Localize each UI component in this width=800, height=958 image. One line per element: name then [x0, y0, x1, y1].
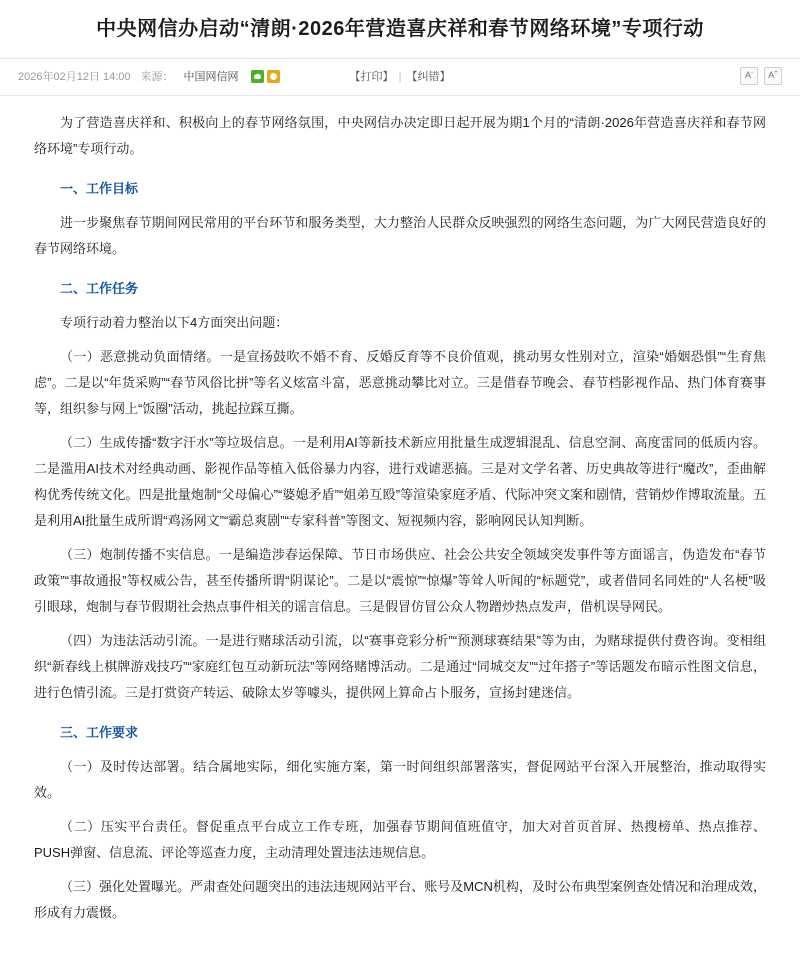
font-size-controls: [740, 67, 782, 85]
article-paragraph: 为了营造喜庆祥和、积极向上的春节网络氛围，中央网信办决定即日起开展为期1个月的“清朗·2026年营造喜庆祥和春节网络环境”专项行动。: [34, 115, 766, 156]
publish-date: 2026年02月12日 14:00: [18, 71, 131, 83]
share-icon-group: [251, 70, 280, 83]
article-paragraph: （二）压实平台责任。督促重点平台成立工作专班，加强春节期间值班值守，加大对首页首屏、热搜榜单、热点推荐、PUSH弹窗、信息流、评论等巡查力度，主动清理处置违法违规信息。: [34, 819, 766, 860]
section-heading: 二、工作任务: [60, 281, 139, 296]
meta-separator: |: [398, 71, 402, 83]
font-increase-sup: +: [774, 70, 778, 76]
font-decrease-label: A: [744, 70, 751, 80]
article-paragraph: （二）生成传播“数字汗水”等垃圾信息。一是利用AI等新技术新应用批量生成逻辑混乱、信息空洞、高度雷同的低质内容。二是滥用AI技术对经典动画、影视作品等植入低俗暴力内容，进行戏谑恶搞。三是对文学名著、历史典故等进行“魔改”，歪曲解构优秀传统文化。四是批量炮制“父母偏心”“婆媳矛盾”“姐弟互殴”等渲染家庭矛盾、代际冲突文案和剧情，营销炒作博取流量。五是利用AI批量生成所谓“鸡汤网文”“霸总爽剧”“专家科普”等图文、短视频内容，影响网民认知判断。: [34, 435, 766, 528]
article-paragraph: （三）强化处置曝光。严肃查处问题突出的违法违规网站平台、账号及MCN机构，及时公布典型案例查处情况和治理成效，形成有力震慑。: [34, 879, 766, 920]
weixin-share-icon[interactable]: [251, 70, 264, 83]
article-body: [0, 96, 800, 958]
font-increase-label: A: [768, 70, 775, 80]
font-decrease-sup: -: [751, 70, 753, 76]
source-name: 中国网信网: [183, 71, 239, 83]
meta-left-group: [18, 68, 280, 84]
article-paragraph: （一）及时传达部署。结合属地实际，细化实施方案，第一时间组织部署落实，督促网站平台深入开展整治，推动取得实效。: [34, 759, 766, 800]
section-heading: 三、工作要求: [60, 725, 139, 740]
article-paragraph: （三）炮制传播不实信息。一是编造涉春运保障、节日市场供应、社会公共安全领域突发事件等方面谣言，伪造发布“春节政策”“事故通报”等权威公告，甚至传播所谓“阴谋论”。二是以“震惊”“惊爆”等耸人听闻的“标题党”，或者借同名同姓的“人名梗”吸引眼球，炮制与春节假期社会热点事件相关的谣言信息。三是假冒仿冒公众人物蹭炒热点发声，借机误导网民。: [34, 547, 766, 614]
title-bar: [0, 0, 800, 59]
article-paragraph: 进一步聚焦春节期间网民常用的平台环节和服务类型，大力整治人民群众反映强烈的网络生态问题，为广大网民营造良好的春节网络环境。: [34, 215, 766, 256]
print-button[interactable]: 【打印】: [349, 71, 394, 83]
section-heading: 一、工作目标: [60, 181, 139, 196]
source-label: 来源：: [140, 71, 174, 83]
weibo-share-icon[interactable]: [267, 70, 280, 83]
article-meta-bar: [0, 59, 800, 96]
article-paragraph: （一）恶意挑动负面情绪。一是宣扬鼓吹不婚不育、反婚反育等不良价值观，挑动男女性别对立，渲染“婚姻恐惧”“生育焦虑”。二是以“年货采购”“春节风俗比拼”等名义炫富斗富，恶意挑动攀比对立。三是借春节晚会、春节档影视作品、热门体育赛事等，组织参与网上“饭圈”活动，挑起拉踩互撕。: [34, 349, 766, 416]
page-title: 中央网信办启动“清朗·2026年营造喜庆祥和春节网络环境”专项行动: [96, 18, 704, 40]
article-paragraph: （四）为违法活动引流。一是进行赌球活动引流，以“赛事竞彩分析”“预测球赛结果”等为由，为赌球提供付费咨询。变相组织“新春线上棋牌游戏技巧”“家庭红包互动新玩法”等网络赌博活动。二是通过“同城交友”“过年搭子”等话题发布暗示性图文信息，进行色情引流。三是打赏资产转运、破除太岁等噱头，提供网上算命占卜服务，宣扬封建迷信。: [34, 633, 766, 700]
font-increase-button[interactable]: [764, 67, 782, 85]
font-decrease-button[interactable]: [740, 67, 758, 85]
correction-button[interactable]: 【纠错】: [406, 71, 451, 83]
article-paragraph: 专项行动着力整治以下4方面突出问题：: [60, 315, 289, 330]
